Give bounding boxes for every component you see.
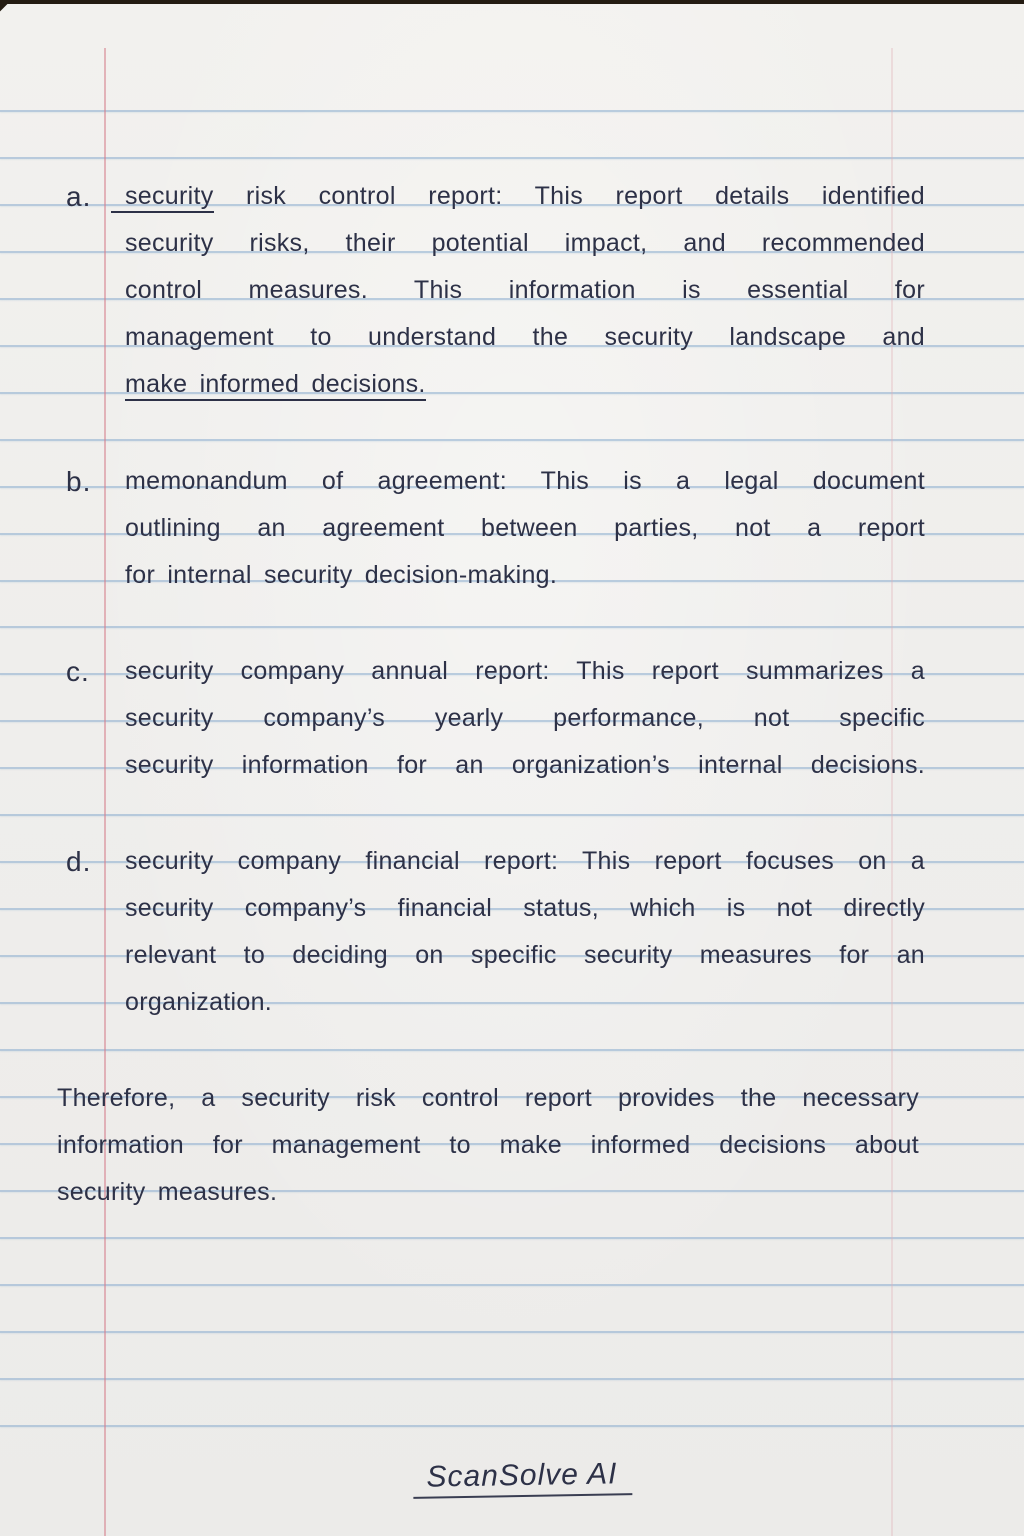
item-letter: d. (66, 846, 92, 877)
note-line (125, 695, 925, 742)
note-text: security company’s yearly performance, not specific (125, 704, 925, 732)
note-text: Therefore, a security risk control report provides the necessary (57, 1084, 919, 1112)
note-line (125, 838, 925, 885)
ruled-line (0, 1284, 1024, 1286)
note-line (125, 932, 925, 979)
note-line (57, 1122, 919, 1169)
ruled-line (0, 1425, 1024, 1427)
note-line (125, 267, 925, 314)
item-lines (125, 458, 925, 599)
scan-top-edge (0, 0, 1024, 4)
item-lines (125, 173, 925, 408)
item-letter: c. (66, 656, 90, 687)
note-line (57, 1169, 919, 1216)
ruled-line (0, 157, 1024, 159)
ruled-line (0, 110, 1024, 112)
note-line (125, 314, 925, 361)
ruled-line (0, 1331, 1024, 1333)
note-line (125, 458, 925, 505)
note-text: security measures. (57, 1178, 278, 1206)
ruled-line (0, 439, 1024, 441)
note-text: security company annual report: This report summarizes a (125, 657, 925, 685)
item-letter: b. (66, 466, 92, 497)
brand-signature-text: ScanSolve AI (412, 1457, 632, 1499)
note-line (125, 648, 925, 695)
ruled-line (0, 1378, 1024, 1380)
ruled-line (0, 814, 1024, 816)
note-line (125, 361, 925, 408)
note-line (125, 173, 925, 220)
scan-top-corner (0, 0, 14, 13)
note-text: relevant to deciding on specific security measures for an (125, 941, 925, 969)
note-text: security information for an organization’s internal decisions. (125, 751, 925, 779)
note-line (125, 552, 925, 599)
note-text: security company financial report: This report focuses on a (125, 847, 925, 875)
ruled-line (0, 626, 1024, 628)
note-line (57, 1075, 919, 1122)
note-line (125, 220, 925, 267)
item-lines (125, 648, 925, 789)
note-text: security risks, their potential impact, and recommended (125, 229, 925, 257)
note-text: management to understand the security landscape and (125, 323, 925, 351)
note-line (125, 979, 925, 1026)
margin-line-left (104, 48, 106, 1536)
note-text: outlining an agreement between parties, not a report (125, 514, 925, 542)
note-text: security company’s financial status, which is not directly (125, 894, 925, 922)
conclusion-paragraph (57, 1075, 919, 1216)
ruled-line (0, 1237, 1024, 1239)
note-text: information for management to make informed decisions about (57, 1131, 919, 1159)
note-line (125, 885, 925, 932)
note-line (125, 505, 925, 552)
note-text: memonandum of agreement: This is a legal document (125, 467, 925, 495)
underlined-text: security (111, 182, 214, 213)
item-letter: a. (66, 181, 92, 212)
note-text: for internal security decision-making. (125, 561, 558, 589)
item-lines (125, 838, 925, 1026)
note-text: risk control report: This report details identified (213, 182, 925, 210)
note-text: control measures. This information is essential for (125, 276, 925, 304)
brand-signature (392, 1450, 653, 1502)
underlined-text: make informed decisions. (125, 370, 426, 401)
ruled-line (0, 1049, 1024, 1051)
note-text: organization. (125, 988, 273, 1016)
note-line (125, 742, 925, 789)
